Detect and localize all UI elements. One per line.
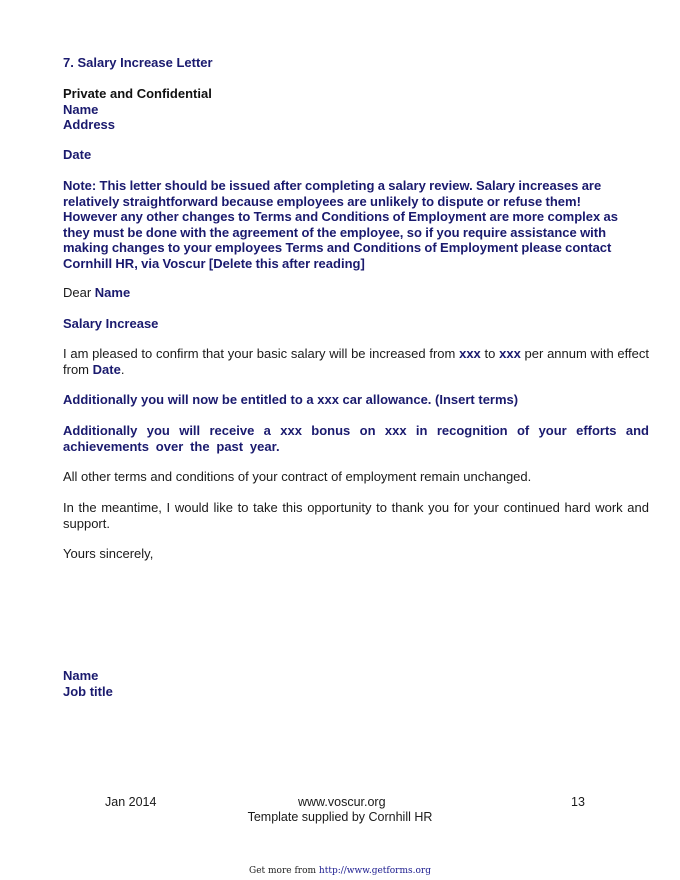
effective-date: Date [92,361,121,377]
salary-text: I am pleased to confirm that your basic salary will be increased from [63,346,460,361]
thanks-paragraph: In the meantime, I would like to take this opportunity to thank you for your continued hard work and support. [63,500,649,531]
salary-text: per annum with effect from [63,346,649,377]
car-allowance-paragraph: Additionally you will now be entitled to a xxx car allowance. (Insert terms) [63,392,519,407]
getforms-link[interactable]: http://www.getforms.org [318,866,431,876]
bonus-paragraph: Additionally you will receive a xxx bonus on xxx in recognition of your efforts and achievements over the past year. [63,423,649,454]
get-more-banner [0,866,680,876]
salary-text: to [480,346,500,361]
salary-to-value: xxx [499,346,521,361]
letter-date: Date [63,147,92,162]
salutation-prefix: Dear [63,285,95,300]
confidential-label: Private and Confidential [63,86,212,101]
signature-job-title: Job title [63,683,113,699]
recipient-block [63,86,212,133]
signature-block [63,668,113,699]
instruction-note [63,178,649,271]
note-line: Note: This letter should be issued after completing a salary review. Salary increases are [63,178,602,193]
salary-paragraph [63,346,649,377]
closing: Yours sincerely, [63,546,154,561]
footer-page-number: 13 [571,795,585,809]
note-line: However any other changes to Terms and Conditions of Employment are more complex as [63,209,618,224]
salutation [63,285,130,300]
salary-text: . [120,361,125,377]
document-heading: 7. Salary Increase Letter [63,55,213,70]
terms-paragraph: All other terms and conditions of your contract of employment remain unchanged. [63,469,532,484]
signature-name: Name [63,668,99,683]
note-line: they must be done with the agreement of the employee, so if you require assistance with [63,224,607,240]
get-more-prefix: Get more from [249,866,319,876]
recipient-name: Name [63,101,99,117]
footer-website: www.voscur.org [298,795,386,809]
letter-subject: Salary Increase [63,316,159,331]
footer-supplied-by: Template supplied by Cornhill HR [247,810,433,824]
note-line: Cornhill HR, via Voscur [Delete this after reading] [63,255,365,271]
recipient-address: Address [63,117,116,132]
salary-from-value: xxx [459,346,481,361]
note-line: relatively straightforward because employees are unlikely to dispute or refuse them! [63,193,581,209]
note-line: making changes to your employees Terms and Conditions of Employment please contact [63,240,612,255]
salutation-name: Name [94,285,131,300]
footer-date: Jan 2014 [105,795,157,809]
